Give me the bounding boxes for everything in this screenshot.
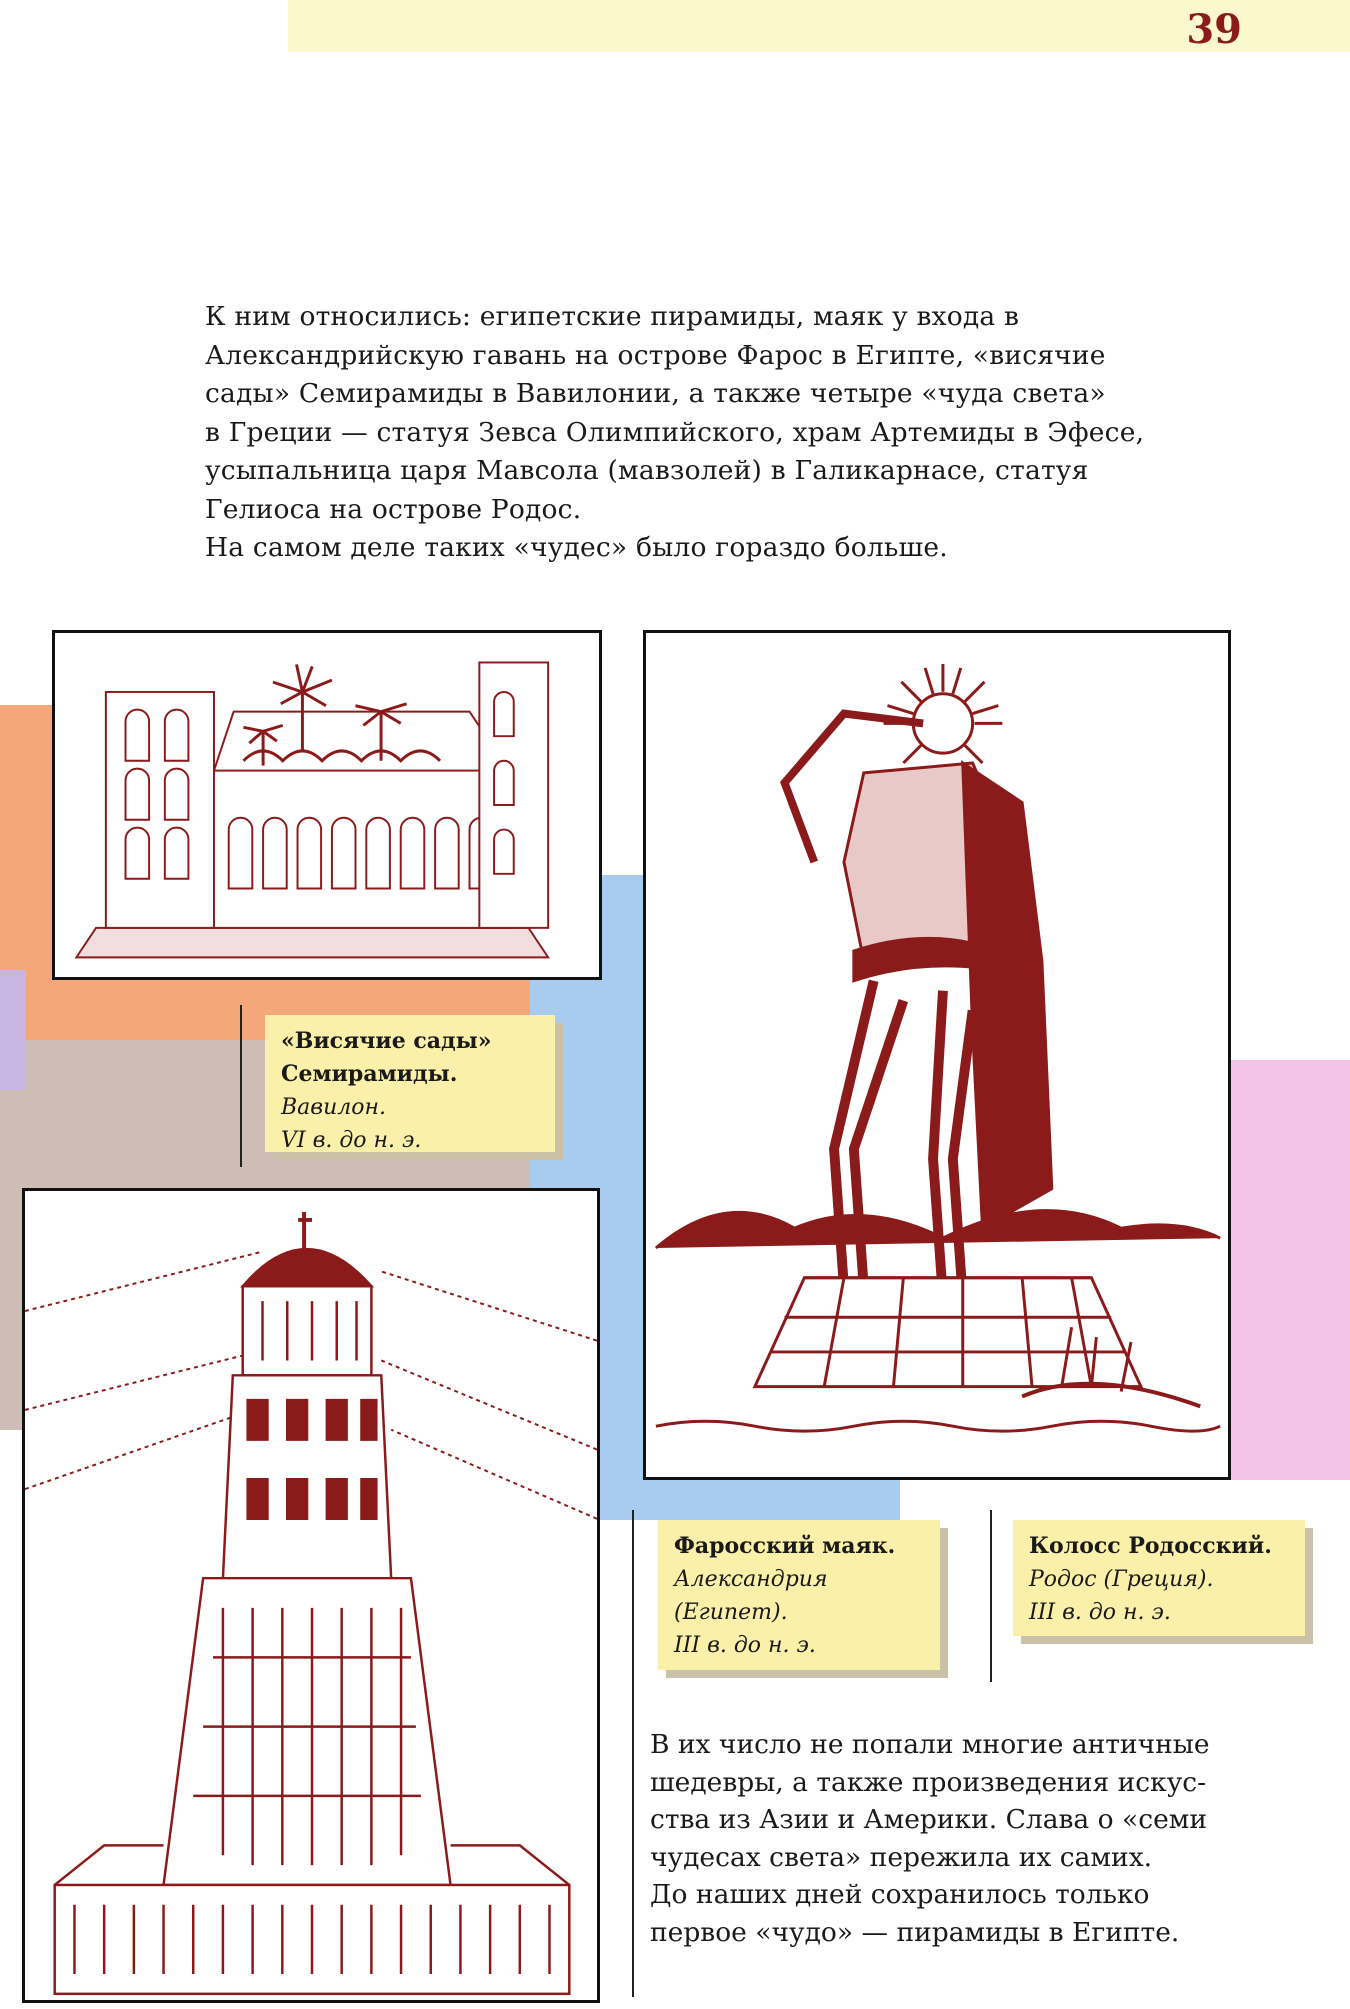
caption-place: (Египет). <box>674 1600 788 1625</box>
intro-line: На самом деле таких «чудес» было гораздо больше. <box>205 532 948 563</box>
decor-lilac-block <box>0 970 26 1090</box>
outro-line: первое «чудо» — пирамиды в Египте. <box>650 1916 1180 1948</box>
intro-line: Гелиоса на острове Родос. <box>205 493 582 525</box>
caption-colossus-of-rhodes <box>1013 1520 1305 1636</box>
caption-pharos-lighthouse <box>658 1520 940 1670</box>
caption-title: «Висячие сады» <box>281 1028 492 1054</box>
caption-title: Фаросский маяк. <box>674 1533 896 1559</box>
outro-line: шедевры, а также произведения искус- <box>650 1766 1207 1798</box>
outro-line: В их число не попали многие античные <box>650 1729 1210 1760</box>
page-number: 39 <box>1186 6 1242 53</box>
caption-divider <box>632 1510 634 1997</box>
intro-paragraph <box>205 298 1245 568</box>
colossus-of-rhodes-illustration <box>643 630 1231 1480</box>
outro-paragraph <box>650 1726 1250 1951</box>
intro-line: в Греции — статуя Зевса Олимпийского, храм Артемиды в Эфесе, <box>205 416 1145 448</box>
caption-date: III в. до н. э. <box>674 1633 816 1658</box>
intro-line: Александрийскую гавань на острове Фарос в Египте, «висячие <box>205 339 1106 371</box>
pharos-lighthouse-illustration <box>22 1188 600 2003</box>
caption-title: Колосс Родосский. <box>1029 1533 1272 1559</box>
caption-divider <box>990 1510 992 1682</box>
hanging-gardens-illustration <box>52 630 602 980</box>
lighthouse-drawing <box>25 1191 597 2000</box>
outro-line: чудесах света» пережила их самих. <box>650 1841 1153 1873</box>
caption-title: Семирамиды. <box>281 1061 458 1087</box>
caption-place: Александрия <box>674 1567 828 1592</box>
caption-place: Вавилон. <box>281 1095 386 1120</box>
intro-line: сады» Семирамиды в Вавилонии, а также четыре «чуда света» <box>205 378 1106 409</box>
outro-line: ства из Азии и Америки. Слава о «семи <box>650 1804 1208 1835</box>
caption-place: Родос (Греция). <box>1029 1567 1214 1592</box>
hanging-gardens-drawing <box>55 633 599 977</box>
outro-line: До наших дней сохранилось только <box>650 1879 1150 1910</box>
caption-date: VI в. до н. э. <box>281 1128 422 1153</box>
caption-hanging-gardens <box>265 1015 555 1152</box>
caption-date: III в. до н. э. <box>1029 1600 1171 1625</box>
colossus-drawing <box>646 633 1228 1477</box>
caption-divider <box>240 1005 242 1167</box>
intro-line: К ним относились: египетские пирамиды, маяк у входа в <box>205 301 1020 332</box>
intro-line: усыпальница царя Мавсола (мавзолей) в Галикарнасе, статуя <box>205 455 1089 486</box>
